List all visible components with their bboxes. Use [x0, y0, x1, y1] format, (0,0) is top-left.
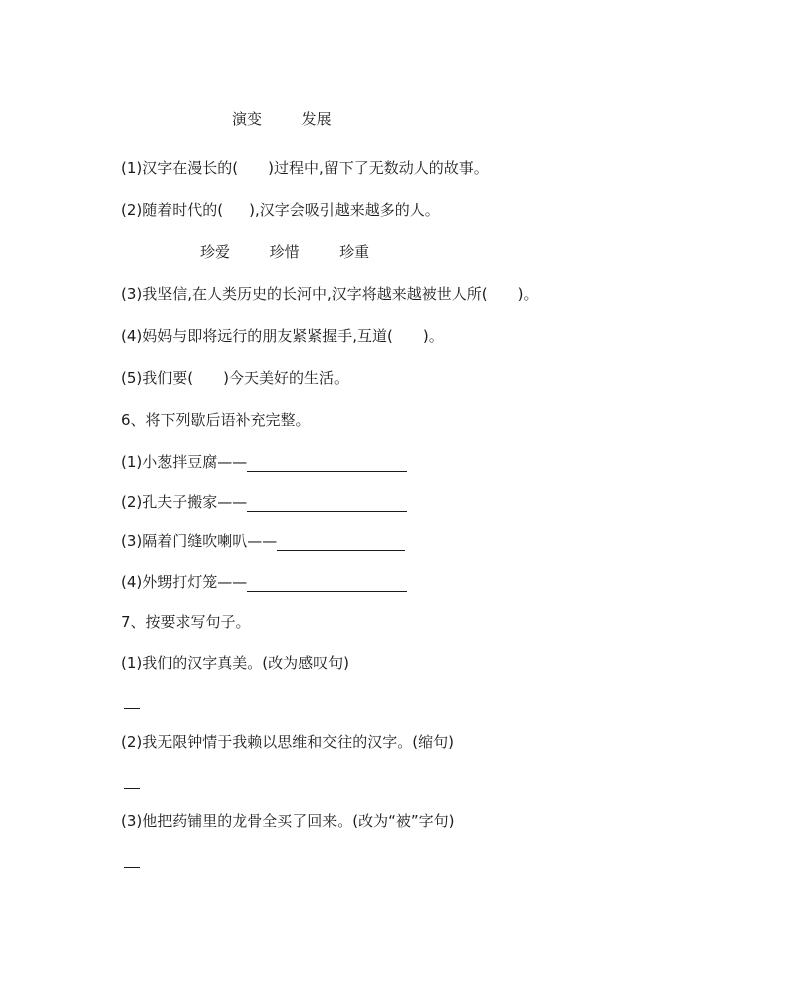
- answer-line[interactable]: [247, 495, 407, 512]
- answer-line[interactable]: [277, 534, 405, 551]
- word-option: 珍爱: [200, 243, 231, 261]
- word-option: 珍重: [339, 243, 370, 261]
- sentence-item-3: (3)他把药铺里的龙骨全买了回来。(改为“被”字句): [121, 812, 455, 830]
- word-bank-2: [200, 242, 369, 262]
- fill-blank-item-3: (3)我坚信,在人类历史的长河中,汉字将越来越被世人所( )。: [121, 285, 539, 303]
- question-6-title: 6、将下列歇后语补充完整。: [121, 411, 311, 429]
- question-7-title: 7、按要求写句子。: [121, 613, 251, 631]
- xiehouyu-item-2: (2)孔夫子搬家——: [121, 492, 407, 512]
- answer-dash[interactable]: [124, 867, 140, 868]
- fill-blank-item-1: (1)汉字在漫长的( )过程中,留下了无数动人的故事。: [121, 159, 489, 177]
- xiehouyu-item-1: (1)小葱拌豆腐——: [121, 452, 407, 472]
- sentence-item-2: (2)我无限钟情于我赖以思维和交往的汉字。(缩句): [121, 733, 454, 751]
- word-option: 演变: [232, 110, 263, 128]
- sentence-item-1: (1)我们的汉字真美。(改为感叹句): [121, 654, 349, 672]
- xiehouyu-item-4: (4)外甥打灯笼——: [121, 572, 407, 592]
- fill-blank-item-4: (4)妈妈与即将远行的朋友紧紧握手,互道( )。: [121, 327, 444, 345]
- answer-line[interactable]: [247, 575, 407, 592]
- answer-dash[interactable]: [124, 708, 140, 709]
- answer-dash[interactable]: [124, 788, 140, 789]
- fill-blank-item-2: (2)随着时代的( ),汉字会吸引越来越多的人。: [121, 201, 440, 219]
- xiehouyu-item-3: (3)隔着门缝吹喇叭——: [121, 531, 405, 551]
- word-bank-1: [232, 109, 332, 129]
- word-option: 珍惜: [269, 243, 300, 261]
- answer-line[interactable]: [247, 455, 407, 472]
- fill-blank-item-5: (5)我们要( )今天美好的生活。: [121, 369, 349, 387]
- word-option: 发展: [301, 110, 332, 128]
